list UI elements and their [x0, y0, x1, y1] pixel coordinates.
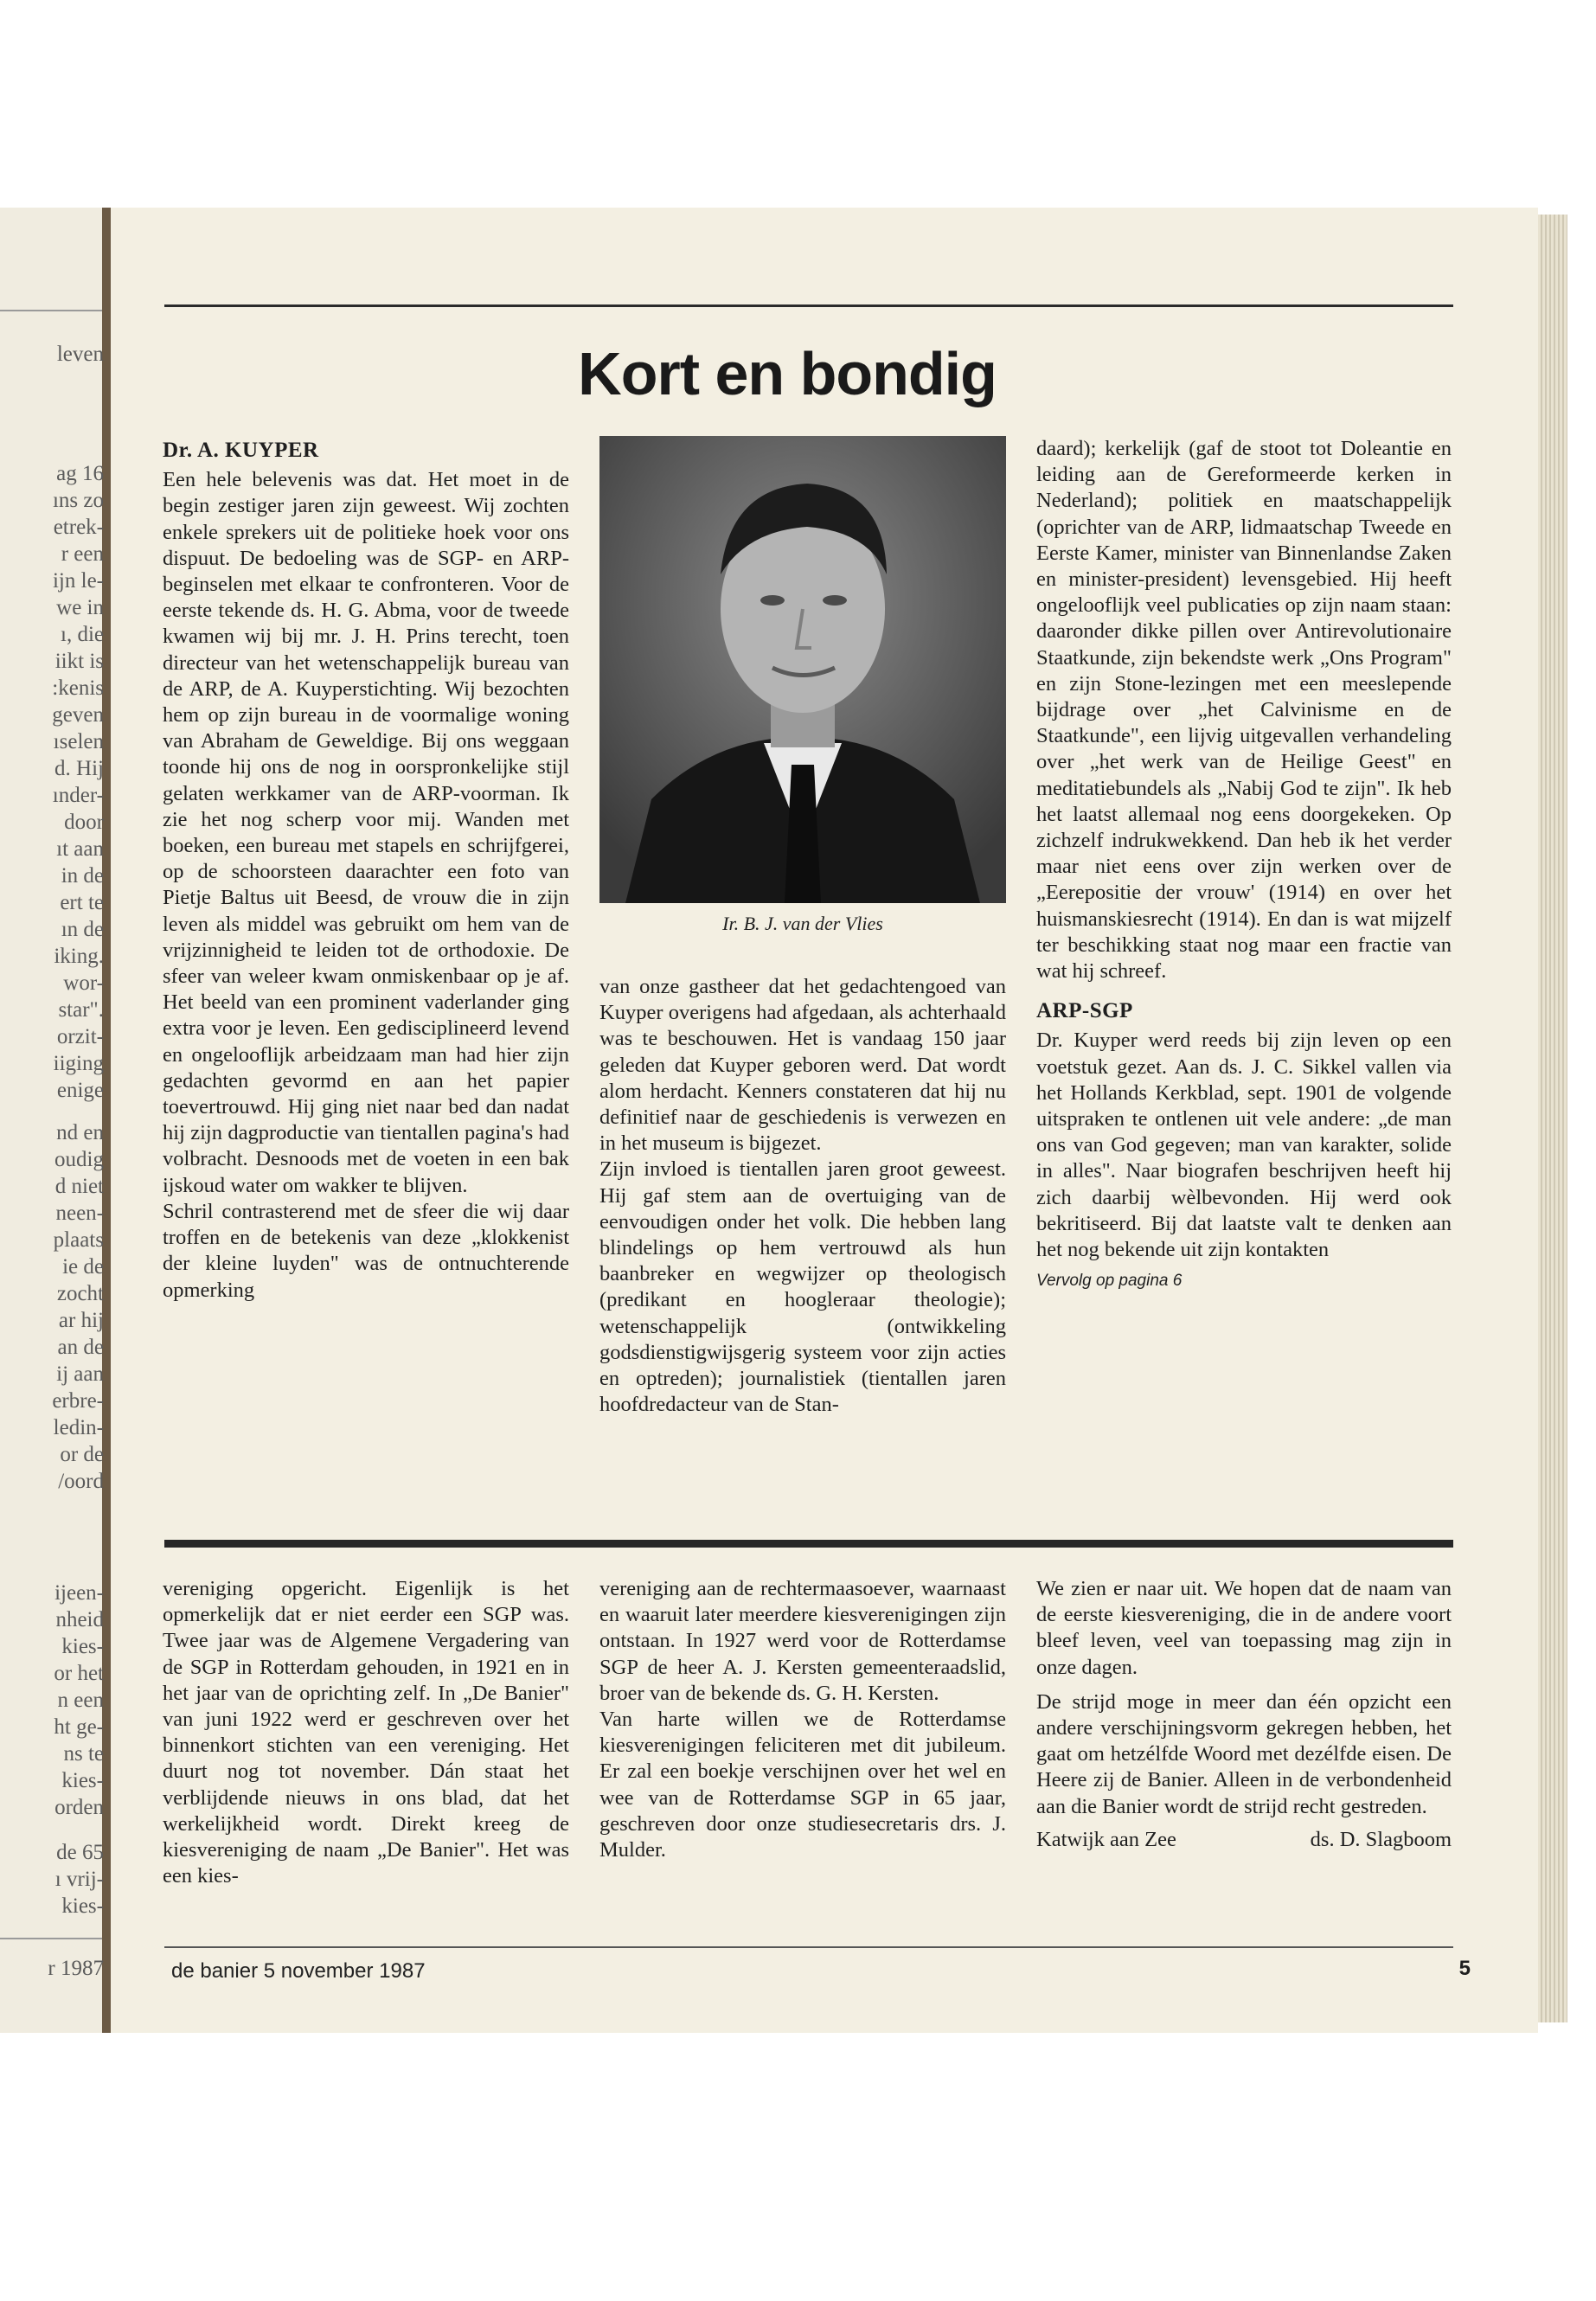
paragraph: Een hele belevenis was dat. Het moet in de begin zestiger jaren zijn geweest. Wij zochten enkele sprekers uit de politieke hoek voor ons dispuut. De bedoeling was de SGP- en ARP-beginselen met elkaar te confronteren. Voor de eerste tekende ds. H. G. Abma, voor de tweede kwamen wij bij mr. J. H. Prins terecht, toen directeur van het wetenschappelijk bureau van de ARP, de A. Kuyperstichting. Wij bezochten hem op zijn bureau in de voormalige woning van Abraham de Geweldige. Bij ons weggaan toonde hij ons de nog in oorspronkelijke stijl gelaten werkkamer van de ARP-voorman. Ik zie het nog scherp voor mij. Wanden met boeken, een bureau met stapels en schrijfgerei, op de schoorsteen daarachter een foto van Pietje Baltus uit Beesd, de vrouw die in zijn leven als middel was gebruikt om hem van de vrijzinnigheid te leiden tot de orthodoxie. De sfeer van weleer kwam onmiskenbaar op je af. Het beeld van een prominent vaderlander ging extra voor je leven. Een gedisciplineerd levend en ongelooflijk arbeidzaam man had hier zijn gedachten gevormd en aan het papier toevertrouwd. Hij ging niet naar bed dan nadat hij zijn dagproductie van tientallen pagina's had volbracht. Desnoods met de voeten in een bak ijskoud water om wakker te blijven. [163, 468, 569, 1197]
left-page-snippet: r 1987 [48, 1957, 104, 1980]
article-column-1 [163, 438, 569, 1304]
left-page-snippet: leven [56, 343, 104, 366]
left-page-snippet: ag 16 ıns zo etrek- r een ijn le- we in ı, die iikt is :kenis geven ıselen d. Hij ınder- door ıt aan in de ert te ın de iking. wor- star". orzit- iiging enige [52, 462, 104, 1102]
bottom-column-3 [1036, 1576, 1452, 1853]
bottom-column-1 [163, 1576, 569, 1889]
page-title: Kort en bondig [578, 340, 997, 407]
left-page-rule [0, 1938, 102, 1939]
signoff-author: ds. D. Slagboom [1310, 1827, 1452, 1851]
signoff [1036, 1827, 1452, 1853]
paragraph: Zijn invloed is tientallen jaren groot geweest. Hij gaf stem aan de overtuiging van de eenvoudigen onder het volk. Die hebben lang blindelings op hem vertrouwd als hun baanbreker en wegwijzer op theologisch (predikant en hoogleraar theologie); wetenschappelijk (ontwikkeling godsdienstigwijsgerig systeem voor zijn acties en optreden); journalistiek (tientallen jaren hoofdredacteur van de Stan- [599, 1157, 1006, 1417]
left-page-snippet: ijeen- nheid kies- or het n een ht ge- ns te kies- orden [54, 1581, 104, 1819]
article-column-2 [599, 974, 1006, 1418]
article-column-3 [1036, 436, 1452, 1295]
top-rule [164, 304, 1453, 307]
paragraph: We zien er naar uit. We hopen dat de naam van de eerste kiesvereniging, die in de andere voort bleef leven, veel van toepassing mag zijn in onze dagen. [1036, 1577, 1452, 1679]
left-page-snippet: de 65 ı vrij- kies- [54, 1841, 104, 1918]
page-stack-edge [1538, 215, 1567, 2022]
paragraph: vereniging opgericht. Eigenlijk is het opmerkelijk dat er niet eerder een SGP was. Twee jaar was de Algemene Vergadering van de SGP in Rotterdam gehouden, in 1921 en in het jaar van de oprichting zelf. In „De Banier" van juni 1922 werd er geschreven over het binnenkort stichten van een vereniging. Het duurt nog tot november. Dán staat het verblijdende nieuws in ons blad, dat het werkelijkheid wordt. Direkt kreeg de kiesvereniging de naam „De Banier". Het was een kies- [163, 1577, 569, 1888]
section-divider [164, 1540, 1453, 1548]
bottom-column-2 [599, 1576, 1006, 1863]
paragraph: daard); kerkelijk (gaf de stoot tot Doleantie en leiding aan de Gereformeerde kerken in Nederland); politiek en maatschappelijk (oprichter van de ARP, lidmaatschap Tweede en Eerste Kamer, minister van Binnenlandse Zaken en minister-president) levensgebied. Hij heeft ongelooflijk veel publicaties op zijn naam staan: daaronder dikke pillen over Antirevolutionaire Staatkunde, zijn bekendste werk „Ons Program" en zijn Stone-lezingen met een meeslepende bijdrage over „het Calvinisme en de Staatkunde", een lijvig uitgevallen verhandeling over „het werk van de Heilige Geest" en meditatiebundels als „Nabij God te zijn". Ik heb het laatst allemaal nog eens doorgekeken. Op zichzelf indrukwekkend. Dan heb ik het verder maar niet eens over zijn werken over de „Eerepositie der vrouw' (1914) en over het huismanskiesrecht (1914). En dan is wat mijzelf ter beschikking staat nog maar een fractie van wat hij schreef. [1036, 437, 1452, 984]
paragraph: vereniging aan de rechtermaasoever, waarnaast en waaruit later meerdere kiesverenigingen zijn ontstaan. In 1927 werd voor de Rotterdamse SGP de heer A. J. Kersten gemeenteraadslid, broer van de bekende ds. G. H. Kersten. [599, 1577, 1006, 1705]
portrait-illustration [599, 436, 1006, 903]
portrait-photo [599, 436, 1006, 903]
paragraph: De strijd moge in meer dan één opzicht een andere verschijningsvorm gekregen hebben, het gaat om hetzélfde Woord met dezélfde eisen. De Heere zij de Banier. Alleen in de verbondenheid aan die Banier wordt de strijd recht gestreden. [1036, 1689, 1452, 1818]
left-page-rule [0, 310, 102, 311]
paragraph: Schril contrasterend met de sfeer die wij daar troffen en de betekenis van deze „klokkenist der kleine luyden" was de ontnuchterende opmerking [163, 1199, 569, 1302]
signoff-place: Katwijk aan Zee [1036, 1827, 1176, 1851]
section-heading: ARP-SGP [1036, 999, 1133, 1023]
paragraph: van onze gastheer dat het gedachtengoed van Kuyper overigens had afgedaan, als achterhaald was te beschouwen. Het is vandaag 150 jaar geleden dat Kuyper geboren werd. Dat wordt alom herdacht. Kenners constateren dat hij nu definitief naar de geschiedenis is verwezen en in het museum is bijgezet. [599, 975, 1006, 1156]
paragraph: Van harte willen we de Rotterdamse kiesverenigingen feliciteren met dit jubileum. Er zal een boekje verschijnen over het wel en wee van de Rotterdamse SGP in 65 jaar, geschreven door onze studiesecretaris drs. J. Mulder. [599, 1708, 1006, 1862]
page-number: 5 [1458, 1957, 1471, 1980]
photo-caption: Ir. B. J. van der Vlies [722, 913, 883, 934]
continued-on-page-link[interactable]: Vervolg op pagina 6 [1036, 1272, 1183, 1291]
section-heading: Dr. A. KUYPER [163, 439, 319, 462]
paragraph: Dr. Kuyper werd reeds bij zijn leven op een voetstuk gezet. Aan ds. J. C. Sikkel vallen via het Hollands Kerkblad, sept. 1901 de volgende uitspraken te ontlenen uit vele andere: „de man ons van God gegeven; man van karakter, solide in alles". Naar biografen beschrijven heeft hij zich daarbij wèlbevonden. Hij werd ook bekritiseerd. Bij dat laatste valt te denken aan het nog bekende uit zijn kontakten [1036, 1029, 1452, 1262]
footer-rule [164, 1946, 1453, 1948]
publication-footer: de banier 5 november 1987 [171, 1959, 426, 1983]
left-page-snippet: nd en oudig d niet neen- plaats ie de zocht ar hij an de ij aan erbre- ledin- or de /oord [52, 1121, 104, 1493]
